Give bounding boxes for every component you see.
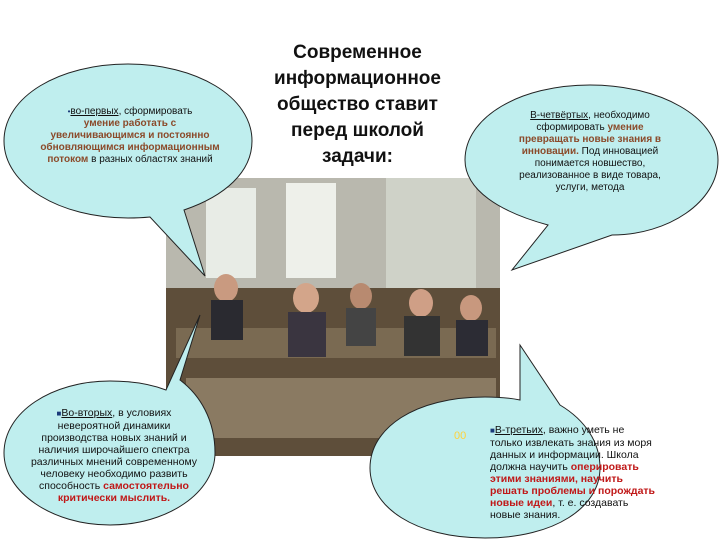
bubble-2-highlight: самостоятельно критически мыслить. bbox=[57, 480, 189, 504]
bullet-icon: ■ bbox=[56, 409, 62, 418]
bubble-4-lead: В-четвёртых bbox=[530, 110, 589, 121]
bubble-1-lead: во-первых bbox=[70, 106, 119, 117]
bubble-3-highlight: оперировать этими знаниями, научить решать проблемы и порождать новые идеи bbox=[490, 461, 656, 509]
bullet-icon: • bbox=[67, 107, 71, 116]
bubble-4-text bbox=[505, 110, 675, 194]
photo-overlay-text: 00 bbox=[454, 430, 467, 442]
bubble-1-shape bbox=[4, 64, 252, 276]
bubble-3-rest: , важно уметь не только извлекать знания из моря данных и информации. Школа должна научить bbox=[490, 424, 652, 473]
bubble-3-text bbox=[490, 424, 656, 521]
bubble-4-tail: Под инновацией понимается новшество, реализованное в виде товара, услуги, метода bbox=[519, 146, 661, 193]
bubble-1-rest: , сформировать bbox=[118, 106, 193, 117]
slide-title: Современное информационное общество ставит перед школой задачи: bbox=[274, 42, 441, 167]
bubble-3-tail: , т. е. создавать новые знания. bbox=[490, 497, 629, 521]
bubble-3-lead: В-третьих bbox=[494, 424, 543, 436]
bubble-4-highlight: умение превращать новые знания в инновации. bbox=[518, 122, 662, 157]
bubble-1-tail: в разных областях знаний bbox=[88, 154, 213, 165]
bubble-4-rest: , необходимо сформировать bbox=[536, 110, 650, 133]
bullet-icon: ■ bbox=[490, 426, 495, 435]
bubble-2-rest: , в условиях невероятной динамики производства новых знаний и наличия широчайшего спектра различных мнений современному человеку необходимо развить способность bbox=[30, 407, 198, 492]
bubble-2-lead: Во-вторых bbox=[61, 407, 113, 419]
bubble-1-text bbox=[40, 106, 220, 166]
bubble-2-text bbox=[28, 407, 200, 504]
bubble-1-highlight: умение работать с увеличивающимся и постоянно обновляющимся информационным потоком bbox=[40, 118, 220, 165]
